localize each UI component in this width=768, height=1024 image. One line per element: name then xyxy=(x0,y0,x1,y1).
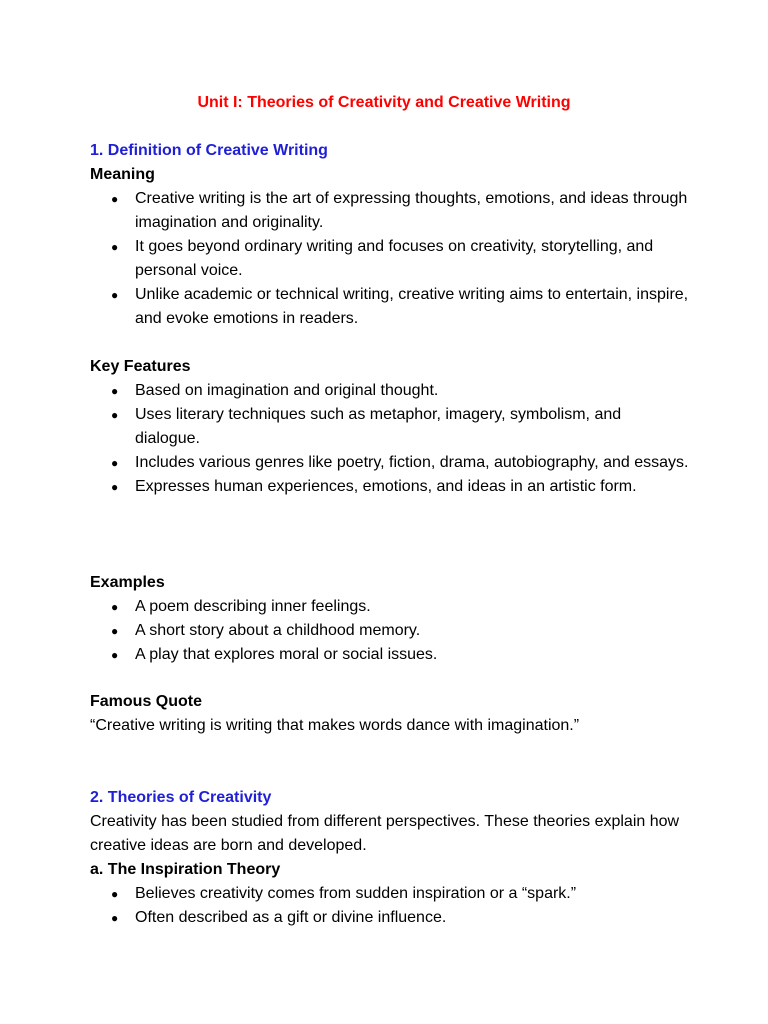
list-item-text: A short story about a childhood memory. xyxy=(135,622,421,639)
bullet-icon: ● xyxy=(111,600,119,614)
bullet-icon: ● xyxy=(111,384,119,398)
list-item-text: Believes creativity comes from sudden inspiration or a “spark.” xyxy=(135,885,577,902)
famous-quote-heading: Famous Quote xyxy=(90,693,203,710)
section-heading-theories: 2. Theories of Creativity xyxy=(90,789,272,806)
bullet-icon: ● xyxy=(111,240,119,254)
theories-intro: Creativity has been studied from different perspectives. These theories explain how creative ideas are born and developed. xyxy=(90,813,680,854)
list-item-text: Often described as a gift or divine influence. xyxy=(135,909,447,926)
list-item xyxy=(90,906,690,930)
list-item xyxy=(90,619,690,643)
list-item xyxy=(90,283,690,331)
list-item-text: A poem describing inner feelings. xyxy=(135,598,371,615)
bullet-icon: ● xyxy=(111,288,119,302)
list-item xyxy=(90,379,690,403)
key-features-list xyxy=(90,379,690,499)
famous-quote-text: “Creative writing is writing that makes words dance with imagination.” xyxy=(90,717,580,734)
bullet-icon: ● xyxy=(111,911,119,925)
list-item-text: Uses literary techniques such as metaphor, imagery, symbolism, and dialogue. xyxy=(135,406,622,447)
inspiration-theory-heading: a. The Inspiration Theory xyxy=(90,861,281,878)
key-features-heading: Key Features xyxy=(90,358,191,375)
bullet-icon: ● xyxy=(111,192,119,206)
examples-heading: Examples xyxy=(90,574,165,591)
bullet-icon: ● xyxy=(111,624,119,638)
list-item-text: It goes beyond ordinary writing and focuses on creativity, storytelling, and personal voice. xyxy=(135,238,654,279)
meaning-heading: Meaning xyxy=(90,166,155,183)
bullet-icon: ● xyxy=(111,456,119,470)
meaning-list xyxy=(90,187,690,331)
list-item xyxy=(90,643,690,667)
list-item-text: Unlike academic or technical writing, creative writing aims to entertain, inspire, and evoke emotions in readers. xyxy=(135,286,689,327)
document-title: Unit I: Theories of Creativity and Creative Writing xyxy=(197,94,571,111)
list-item-text: Creative writing is the art of expressing thoughts, emotions, and ideas through imagination and originality. xyxy=(135,190,688,231)
examples-list xyxy=(90,595,690,667)
inspiration-theory-list xyxy=(90,882,690,930)
list-item xyxy=(90,235,690,283)
list-item-text: Based on imagination and original thought. xyxy=(135,382,439,399)
section-heading-definition: 1. Definition of Creative Writing xyxy=(90,142,328,159)
list-item-text: Expresses human experiences, emotions, and ideas in an artistic form. xyxy=(135,478,637,495)
list-item xyxy=(90,475,690,499)
list-item xyxy=(90,187,690,235)
bullet-icon: ● xyxy=(111,408,119,422)
bullet-icon: ● xyxy=(111,480,119,494)
bullet-icon: ● xyxy=(111,648,119,662)
bullet-icon: ● xyxy=(111,887,119,901)
list-item xyxy=(90,595,690,619)
list-item-text: Includes various genres like poetry, fiction, drama, autobiography, and essays. xyxy=(135,454,689,471)
list-item-text: A play that explores moral or social issues. xyxy=(135,646,438,663)
list-item xyxy=(90,451,690,475)
list-item xyxy=(90,882,690,906)
list-item xyxy=(90,403,690,451)
